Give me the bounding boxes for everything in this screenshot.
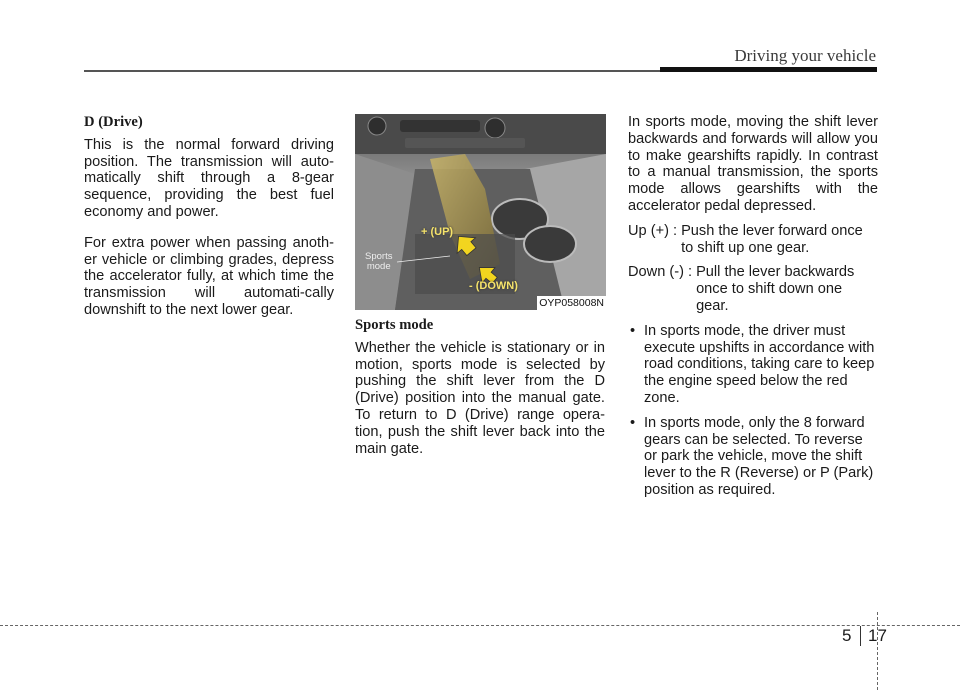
definition-text: Pull the lever backwards once to shift down one gear.	[696, 264, 855, 314]
down-label: - (DOWN)	[469, 280, 518, 292]
figure-code: OYP058008N	[539, 297, 604, 309]
definition-term: Down (-) :	[628, 264, 693, 281]
paragraph: For extra power when passing anoth-er vehicle or climbing grades, depress the accelerator fully, at which time the transmission will automati-cally downshift to the next lower gear.	[84, 234, 334, 318]
page-number: 17	[868, 626, 887, 645]
definition-term: Up (+) :	[628, 222, 678, 239]
section-heading-drive: D (Drive)	[84, 114, 143, 130]
paragraph: Whether the vehicle is stationary or in motion, sports mode is selected by pushing the shift lever from the D (Drive) position into the manual gate. To return to D (Drive) range opera-tion, push the shift lever back into the main gate.	[355, 339, 605, 457]
definition-text: Push the lever forward once to shift up one gear.	[681, 222, 863, 256]
section-heading-sports-mode: Sports mode	[355, 317, 434, 333]
bullet-icon: •	[630, 414, 636, 431]
column-middle	[355, 317, 605, 471]
paragraph: In sports mode, moving the shift lever backwards and forwards will allow you to make gearshifts rapidly. In contrast to a manual transmission, the sports mode allows gearshifts with the accelerator pedal depressed.	[628, 114, 878, 214]
bullet-list	[628, 323, 878, 499]
header-rule	[84, 70, 662, 72]
sports-mode-label: Sports mode	[365, 251, 393, 272]
section-number: 5	[842, 626, 852, 645]
bullet-icon: •	[630, 322, 636, 339]
footer-rule	[0, 625, 960, 626]
header-rule-accent	[660, 67, 877, 72]
shift-lever-figure	[355, 114, 606, 310]
up-label: + (UP)	[421, 226, 454, 238]
list-item: • In sports mode, only the 8 forward gears can be selected. To reverse or park the vehicle, move the shift lever to the R (Reverse) or P (Park) position as required.	[630, 414, 874, 498]
running-header: Driving your vehicle	[734, 46, 876, 65]
definition-down	[628, 264, 878, 314]
paragraph: This is the normal forward driving position. The transmission will auto-matically shift through a 8-gear sequence, providing the best fuel economy and power.	[84, 136, 334, 220]
definition-up	[628, 223, 878, 257]
footer-divider	[860, 626, 861, 646]
column-left	[84, 114, 334, 333]
list-item: • In sports mode, the driver must execute upshifts in accordance with road conditions, taking care to keep the engine speed below the red zone.	[630, 322, 875, 406]
column-right	[628, 114, 878, 507]
footer-vertical-rule	[877, 612, 878, 690]
